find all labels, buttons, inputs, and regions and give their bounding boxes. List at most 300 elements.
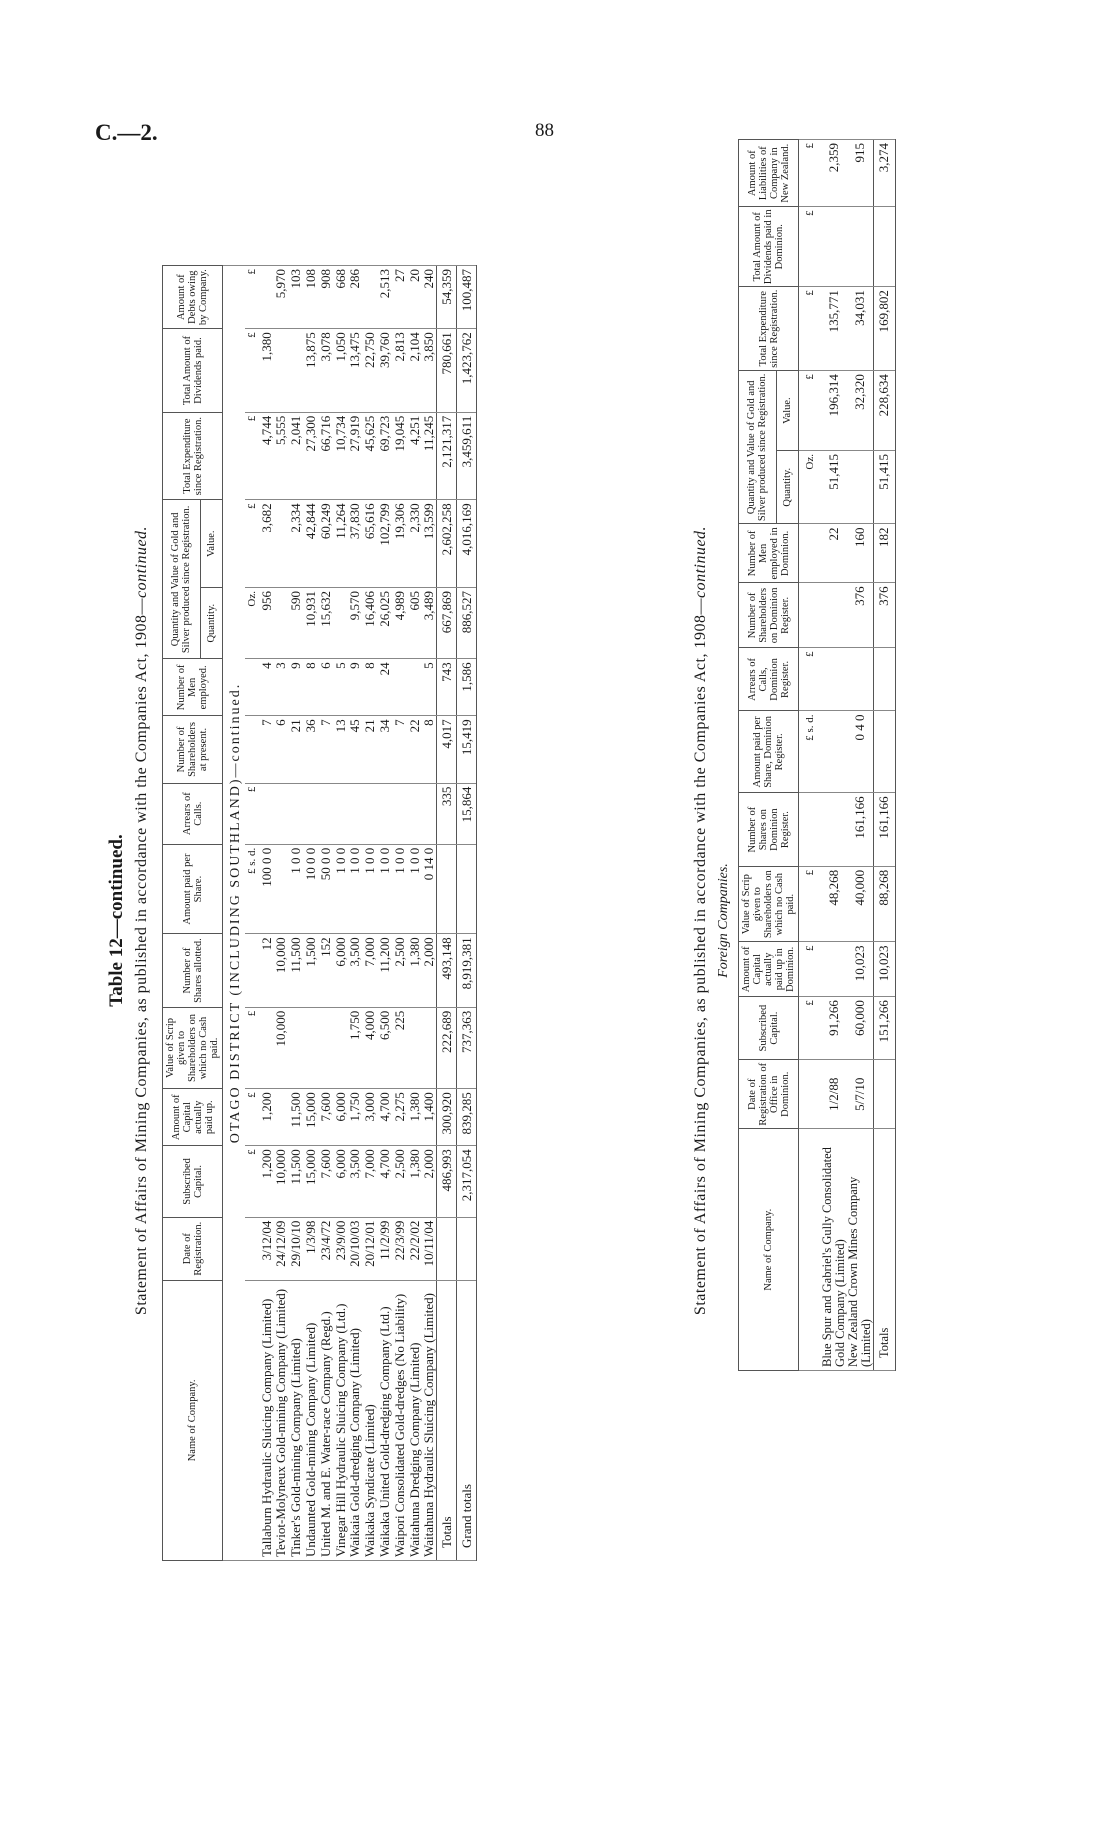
grand-totals-row-subscribed: 2,317,054 — [457, 1146, 477, 1217]
cell-debts — [363, 266, 378, 329]
district-heading: OTAGO DISTRICT (INCLUDING SOUTHLAND)—continued. — [223, 266, 245, 1561]
domestic-table-body — [223, 266, 477, 1561]
cell-holders: 13 — [333, 716, 348, 783]
cell-subscribed: 6,000 — [333, 1146, 348, 1217]
cell-quantity: 9,570 — [348, 588, 363, 659]
cell-per-share: 0 4 0 — [847, 711, 874, 793]
col-scrip: Value of Scrip given to Shareholders on which no Cash paid. — [163, 1007, 223, 1089]
col-quantity: Quantity. — [200, 588, 222, 659]
grand-totals-row-value: 4,016,169 — [457, 500, 477, 588]
table-label: Table 12—continued. — [106, 834, 127, 1007]
table-row — [318, 266, 333, 1561]
col-shares: Number of Shares on Dominion Register. — [739, 793, 799, 867]
cell-arrears — [318, 783, 333, 844]
cell-scrip: 40,000 — [847, 866, 874, 942]
cell-paid-up: 6,000 — [333, 1089, 348, 1146]
cell-per-share: 100 0 0 — [259, 844, 274, 934]
cell-holders: 7 — [392, 716, 407, 783]
totals-row-scrip: 222,689 — [437, 1007, 457, 1089]
cell-liabilities: 2,359 — [821, 140, 847, 207]
section1-title — [133, 0, 151, 1841]
section1-title-suffix: continued. — [133, 525, 150, 599]
cell-paid-up: 1,750 — [348, 1089, 363, 1146]
col-holders: Number of Shareholders on Dominion Register. — [739, 583, 799, 648]
cell-paid-up: 1,200 — [259, 1089, 274, 1146]
cell-paid-up: 1,400 — [422, 1089, 437, 1146]
cell-quantity: 15,632 — [318, 588, 333, 659]
cell-value: 42,844 — [304, 500, 319, 588]
cell-quantity: 10,931 — [304, 588, 319, 659]
totals-row-quantity: 667,869 — [437, 588, 457, 659]
cell-scrip — [333, 1007, 348, 1089]
totals-row-dividends — [873, 207, 895, 287]
unit-value: £ — [799, 371, 821, 451]
unit-paid-up: £ — [799, 942, 821, 997]
cell-arrears — [274, 783, 289, 844]
col-quantity-value-group: Quantity and Value of Gold and Silver produced since Registration. — [739, 371, 777, 524]
col-shares: Number of Shares allotted. — [163, 934, 223, 1007]
table-row — [333, 266, 348, 1561]
cell-value — [274, 500, 289, 588]
cell-name: Tallaburn Hydraulic Sluicing Company (Limited) — [259, 1280, 274, 1560]
grand-totals-row-debts: 100,487 — [457, 266, 477, 329]
cell-per-share: 10 0 0 — [304, 844, 319, 934]
cell-dividends: 3,850 — [422, 329, 437, 413]
cell-paid-up: 10,023 — [847, 942, 874, 997]
unit-dividends: £ — [799, 207, 821, 287]
cell-expenditure: 19,045 — [392, 412, 407, 500]
totals-row-subscribed: 151,266 — [873, 997, 895, 1060]
cell-debts: 20 — [407, 266, 422, 329]
grand-totals-row-men: 1,586 — [457, 659, 477, 716]
cell-paid-up: 4,700 — [378, 1089, 393, 1146]
grand-totals-row-label: Grand totals — [457, 1280, 477, 1560]
unit-row — [799, 140, 821, 1371]
cell-scrip — [407, 1007, 422, 1089]
cell-expenditure: 27,300 — [304, 412, 319, 500]
cell-dividends — [821, 207, 847, 287]
totals-row-quantity: 51,415 — [873, 450, 895, 524]
table-row — [392, 266, 407, 1561]
cell-per-share: 50 0 0 — [318, 844, 333, 934]
cell-name: Teviot-Molyneux Gold-mining Company (Limited) — [274, 1280, 289, 1560]
totals-row-paid-up: 10,023 — [873, 942, 895, 997]
cell-per-share: 1 0 0 — [392, 844, 407, 934]
cell-value: 60,249 — [318, 500, 333, 588]
totals-row-per-share — [437, 844, 457, 934]
cell-scrip — [259, 1007, 274, 1089]
col-name: Name of Company. — [163, 1280, 223, 1560]
cell-name: Waikaia Gold-dredging Company (Limited) — [348, 1280, 363, 1560]
foreign-table-body — [799, 140, 896, 1371]
col-liabilities: Amount of Liabilities of Company in New Zealand. — [739, 140, 799, 207]
cell-subscribed: 4,700 — [378, 1146, 393, 1217]
cell-holders: 36 — [304, 716, 319, 783]
col-quantity: Quantity. — [776, 450, 798, 524]
section2-title-text: Statement of Affairs of Mining Companies, as published in accordance with the Companies Act, 1908— — [692, 598, 709, 1316]
cell-arrears — [333, 783, 348, 844]
cell-quantity: 51,415 — [821, 450, 847, 524]
totals-row — [437, 266, 457, 1561]
unit-arrears: £ — [799, 648, 821, 711]
cell-per-share: 1 0 0 — [333, 844, 348, 934]
cell-per-share — [274, 844, 289, 934]
cell-holders: 8 — [422, 716, 437, 783]
grand-totals-row-quantity: 886,527 — [457, 588, 477, 659]
cell-scrip — [422, 1007, 437, 1089]
totals-row-scrip: 88,268 — [873, 866, 895, 942]
col-value: Value. — [200, 500, 222, 588]
cell-men: 8 — [363, 659, 378, 716]
cell-holders: 34 — [378, 716, 393, 783]
totals-row-holders: 4,017 — [437, 716, 457, 783]
table-row — [422, 266, 437, 1561]
cell-debts: 908 — [318, 266, 333, 329]
col-date: Date of Registration. — [163, 1217, 223, 1280]
col-arrears: Arrears of Calls, Dominion Register. — [739, 648, 799, 711]
grand-totals-row-expenditure: 3,459,611 — [457, 412, 477, 500]
totals-row-men: 182 — [873, 524, 895, 583]
cell-paid-up: 3,000 — [363, 1089, 378, 1146]
cell-shares: 161,166 — [847, 793, 874, 867]
cell-expenditure: 10,734 — [333, 412, 348, 500]
unit-scrip: £ — [799, 866, 821, 942]
cell-date: 10/11/04 — [422, 1217, 437, 1280]
table-row — [289, 266, 304, 1561]
page-reference: C.—2. — [95, 120, 158, 145]
cell-name: Tinker's Gold-mining Company (Limited) — [289, 1280, 304, 1560]
cell-subscribed: 11,500 — [289, 1146, 304, 1217]
cell-scrip: 4,000 — [363, 1007, 378, 1089]
cell-quantity — [847, 450, 874, 524]
cell-arrears — [348, 783, 363, 844]
cell-shares: 2,500 — [392, 934, 407, 1007]
cell-value: 19,306 — [392, 500, 407, 588]
cell-quantity: 956 — [259, 588, 274, 659]
totals-row-subscribed: 486,993 — [437, 1146, 457, 1217]
section2-title — [692, 0, 710, 1841]
unit-quantity: Oz. — [799, 450, 821, 524]
cell-value: 65,616 — [363, 500, 378, 588]
totals-row-arrears: 335 — [437, 783, 457, 844]
cell-arrears — [289, 783, 304, 844]
cell-arrears — [407, 783, 422, 844]
cell-date: 23/4/72 — [318, 1217, 333, 1280]
grand-totals-row-arrears: 15,864 — [457, 783, 477, 844]
cell-scrip — [304, 1007, 319, 1089]
cell-men: 160 — [847, 524, 874, 583]
cell-date: 1/3/98 — [304, 1217, 319, 1280]
cell-men: 4 — [259, 659, 274, 716]
cell-name: Undaunted Gold-mining Company (Limited) — [304, 1280, 319, 1560]
col-date: Date of Registration of Office in Dominion. — [739, 1060, 799, 1129]
grand-totals-row-per-share — [457, 844, 477, 934]
table-row — [259, 266, 274, 1561]
cell-date: 5/7/10 — [847, 1060, 874, 1129]
cell-men: 8 — [304, 659, 319, 716]
cell-debts: 5,970 — [274, 266, 289, 329]
cell-date: 22/2/02 — [407, 1217, 422, 1280]
cell-scrip: 1,750 — [348, 1007, 363, 1089]
header-row — [163, 266, 201, 1561]
cell-liabilities: 915 — [847, 140, 874, 207]
cell-expenditure: 4,251 — [407, 412, 422, 500]
unit-paid-up: £ — [245, 1089, 260, 1146]
grand-totals-row-holders: 15,419 — [457, 716, 477, 783]
table-row — [407, 266, 422, 1561]
cell-expenditure: 69,723 — [378, 412, 393, 500]
cell-shares: 11,500 — [289, 934, 304, 1007]
cell-subscribed: 60,000 — [847, 997, 874, 1060]
cell-value: 32,320 — [847, 371, 874, 451]
grand-totals-row-shares: 8,919,381 — [457, 934, 477, 1007]
cell-expenditure: 11,245 — [422, 412, 437, 500]
unit-debts: £ — [245, 266, 260, 329]
cell-value: 13,599 — [422, 500, 437, 588]
cell-quantity — [274, 588, 289, 659]
section2-title-suffix: continued. — [692, 525, 709, 599]
cell-shares: 12 — [259, 934, 274, 1007]
cell-subscribed: 10,000 — [274, 1146, 289, 1217]
cell-arrears — [847, 648, 874, 711]
section1-title-text: Statement of Affairs of Mining Companies, as published in accordance with the Companies Act, 1908— — [133, 598, 150, 1316]
foreign-companies-table — [738, 139, 896, 1371]
cell-expenditure: 45,625 — [363, 412, 378, 500]
cell-scrip: 6,500 — [378, 1007, 393, 1089]
grand-totals-row-date — [457, 1217, 477, 1280]
cell-dividends: 2,813 — [392, 329, 407, 413]
cell-shares: 3,500 — [348, 934, 363, 1007]
cell-expenditure: 5,555 — [274, 412, 289, 500]
totals-row-per-share — [873, 711, 895, 793]
cell-value: 11,264 — [333, 500, 348, 588]
unit-expenditure: £ — [799, 287, 821, 371]
cell-per-share: 0 14 0 — [422, 844, 437, 934]
cell-debts: 27 — [392, 266, 407, 329]
cell-dividends: 2,104 — [407, 329, 422, 413]
cell-per-share — [821, 711, 847, 793]
cell-name: Waipori Consolidated Gold-dredges (No Liability) — [392, 1280, 407, 1560]
grand-totals-row-paid-up: 839,285 — [457, 1089, 477, 1146]
grand-totals-row — [457, 266, 477, 1561]
totals-row-men: 743 — [437, 659, 457, 716]
cell-debts: 108 — [304, 266, 319, 329]
cell-arrears — [378, 783, 393, 844]
cell-shares: 2,000 — [422, 934, 437, 1007]
col-arrears: Arrears of Calls. — [163, 783, 223, 844]
header-row — [739, 140, 777, 1371]
col-dividends: Total Amount of Dividends paid. — [163, 329, 223, 413]
unit-quantity: Oz. — [245, 588, 260, 659]
totals-row-shares: 161,166 — [873, 793, 895, 867]
section2-subtitle: Foreign Companies. — [716, 863, 731, 978]
cell-expenditure: 135,771 — [821, 287, 847, 371]
table-row — [378, 266, 393, 1561]
cell-subscribed: 15,000 — [304, 1146, 319, 1217]
cell-quantity: 3,489 — [422, 588, 437, 659]
cell-name: Waitahuna Hydraulic Sluicing Company (Limited) — [422, 1280, 437, 1560]
cell-quantity: 4,989 — [392, 588, 407, 659]
cell-name: Blue Spur and Gabriel's Gully Consolidated Gold Company (Limited) — [821, 1129, 847, 1371]
cell-dividends: 13,875 — [304, 329, 319, 413]
cell-date: 29/10/10 — [289, 1217, 304, 1280]
cell-paid-up: 11,500 — [289, 1089, 304, 1146]
cell-per-share: 1 0 0 — [363, 844, 378, 934]
cell-per-share: 1 0 0 — [378, 844, 393, 934]
unit-row — [245, 266, 260, 1561]
cell-shares: 10,000 — [274, 934, 289, 1007]
cell-shares: 152 — [318, 934, 333, 1007]
cell-date: 3/12/04 — [259, 1217, 274, 1280]
cell-scrip — [289, 1007, 304, 1089]
table-row — [821, 140, 847, 1371]
cell-arrears — [363, 783, 378, 844]
grand-totals-row-scrip: 737,363 — [457, 1007, 477, 1089]
cell-date: 20/12/01 — [363, 1217, 378, 1280]
totals-row-date — [873, 1060, 895, 1129]
cell-scrip: 225 — [392, 1007, 407, 1089]
cell-shares: 11,200 — [378, 934, 393, 1007]
cell-paid-up: 2,275 — [392, 1089, 407, 1146]
cell-quantity: 16,406 — [363, 588, 378, 659]
cell-quantity — [333, 588, 348, 659]
cell-shares: 1,380 — [407, 934, 422, 1007]
totals-row-debts: 54,359 — [437, 266, 457, 329]
cell-subscribed: 2,000 — [422, 1146, 437, 1217]
cell-subscribed: 3,500 — [348, 1146, 363, 1217]
cell-dividends: 1,380 — [259, 329, 274, 413]
cell-debts: 103 — [289, 266, 304, 329]
cell-men: 6 — [318, 659, 333, 716]
cell-dividends: 1,050 — [333, 329, 348, 413]
cell-debts: 240 — [422, 266, 437, 329]
cell-arrears — [821, 648, 847, 711]
cell-subscribed: 2,500 — [392, 1146, 407, 1217]
cell-name: Waikaka Syndicate (Limited) — [363, 1280, 378, 1560]
unit-per-share: £ s. d. — [245, 844, 260, 934]
table-row — [274, 266, 289, 1561]
cell-dividends — [847, 207, 874, 287]
cell-men: 9 — [348, 659, 363, 716]
cell-expenditure: 4,744 — [259, 412, 274, 500]
cell-debts: 2,513 — [378, 266, 393, 329]
unit-arrears: £ — [245, 783, 260, 844]
col-expenditure: Total Expenditure since Registration. — [163, 412, 223, 500]
cell-expenditure: 66,716 — [318, 412, 333, 500]
cell-quantity: 605 — [407, 588, 422, 659]
cell-holders: 7 — [318, 716, 333, 783]
unit-subscribed: £ — [245, 1146, 260, 1217]
cell-expenditure: 34,031 — [847, 287, 874, 371]
totals-row-liabilities: 3,274 — [873, 140, 895, 207]
cell-paid-up: 15,000 — [304, 1089, 319, 1146]
cell-holders — [821, 583, 847, 648]
cell-date: 22/3/99 — [392, 1217, 407, 1280]
totals-row — [873, 140, 895, 1371]
cell-scrip: 10,000 — [274, 1007, 289, 1089]
district-row — [223, 266, 245, 1561]
cell-quantity: 590 — [289, 588, 304, 659]
cell-expenditure: 27,919 — [348, 412, 363, 500]
cell-date: 1/2/88 — [821, 1060, 847, 1129]
cell-debts: 286 — [348, 266, 363, 329]
cell-subscribed: 91,266 — [821, 997, 847, 1060]
unit-scrip: £ — [245, 1007, 260, 1089]
col-name: Name of Company. — [739, 1129, 799, 1371]
table-row — [847, 140, 874, 1371]
totals-row-date — [437, 1217, 457, 1280]
cell-expenditure: 2,041 — [289, 412, 304, 500]
cell-holders: 21 — [289, 716, 304, 783]
col-debts: Amount of Debts owing by Company. — [163, 266, 223, 329]
cell-per-share: 1 0 0 — [348, 844, 363, 934]
col-holders: Number of Shareholders at present. — [163, 716, 223, 783]
cell-holders: 6 — [274, 716, 289, 783]
col-expenditure: Total Expenditure since Registration. — [739, 287, 799, 371]
cell-arrears — [304, 783, 319, 844]
cell-men — [392, 659, 407, 716]
cell-holders: 45 — [348, 716, 363, 783]
cell-holders: 21 — [363, 716, 378, 783]
cell-shares — [821, 793, 847, 867]
col-subscribed: Subscribed Capital. — [739, 997, 799, 1060]
cell-shares: 1,500 — [304, 934, 319, 1007]
cell-arrears — [422, 783, 437, 844]
col-per-share: Amount paid per Share, Dominion Register. — [739, 711, 799, 793]
cell-dividends: 13,475 — [348, 329, 363, 413]
cell-dividends: 39,760 — [378, 329, 393, 413]
grand-totals-row-dividends: 1,423,762 — [457, 329, 477, 413]
cell-name: Vinegar Hill Hydraulic Sluicing Company (Ltd.) — [333, 1280, 348, 1560]
cell-subscribed: 7,600 — [318, 1146, 333, 1217]
cell-holders: 376 — [847, 583, 874, 648]
cell-dividends: 22,750 — [363, 329, 378, 413]
cell-arrears — [259, 783, 274, 844]
totals-row-arrears — [873, 648, 895, 711]
cell-name: Waitahuna Dredging Company (Limited) — [407, 1280, 422, 1560]
cell-value: 3,682 — [259, 500, 274, 588]
totals-row-paid-up: 300,920 — [437, 1089, 457, 1146]
cell-debts — [259, 266, 274, 329]
col-per-share: Amount paid per Share. — [163, 844, 223, 934]
totals-row-label: Totals — [437, 1280, 457, 1560]
totals-row-value: 2,602,258 — [437, 500, 457, 588]
cell-debts: 668 — [333, 266, 348, 329]
cell-per-share: 1 0 0 — [407, 844, 422, 934]
cell-men: 24 — [378, 659, 393, 716]
page-number: 88 — [535, 120, 554, 141]
domestic-companies-table — [162, 265, 477, 1561]
cell-men: 22 — [821, 524, 847, 583]
totals-row-dividends: 780,661 — [437, 329, 457, 413]
col-paid-up: Amount of Capital actually paid up. — [163, 1089, 223, 1146]
cell-paid-up: 7,600 — [318, 1089, 333, 1146]
cell-paid-up — [274, 1089, 289, 1146]
unit-per-share: £ s. d. — [799, 711, 821, 793]
cell-date: 20/10/03 — [348, 1217, 363, 1280]
cell-value: 2,330 — [407, 500, 422, 588]
table-row — [363, 266, 378, 1561]
unit-subscribed: £ — [799, 997, 821, 1060]
totals-row-holders: 376 — [873, 583, 895, 648]
cell-paid-up — [821, 942, 847, 997]
cell-men: 3 — [274, 659, 289, 716]
cell-subscribed: 1,380 — [407, 1146, 422, 1217]
cell-name: New Zealand Crown Mines Company (Limited) — [847, 1129, 874, 1371]
cell-men: 9 — [289, 659, 304, 716]
cell-date: 23/9/00 — [333, 1217, 348, 1280]
cell-date: 11/2/99 — [378, 1217, 393, 1280]
